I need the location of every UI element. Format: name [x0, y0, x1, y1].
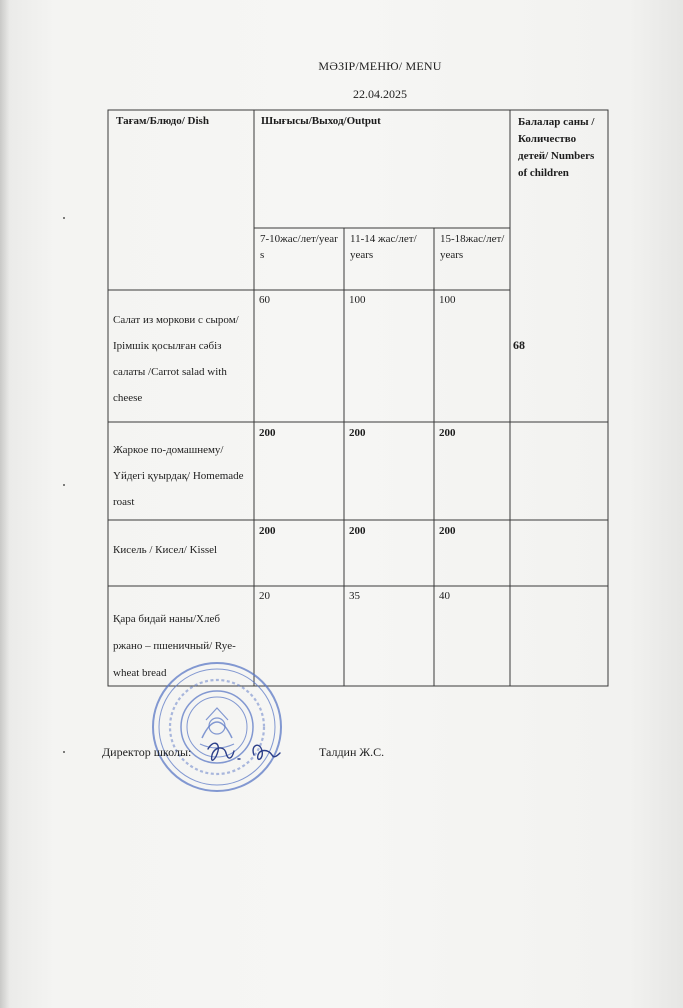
children-count: 68: [513, 338, 525, 352]
director-signature: [198, 735, 288, 775]
table-row-2-value-15-18: 200: [439, 427, 456, 439]
header-dish: Тағам/Блюдо/ Dish: [116, 115, 209, 127]
table-row-3-value-11-14: 200: [349, 525, 366, 537]
table-row-1-value-15-18: 100: [439, 294, 456, 306]
age-group-7-10: 7-10жас/лет/years: [260, 233, 338, 261]
table-row-1-value-11-14: 100: [349, 294, 366, 306]
table-row-1-dish: Салат из моркови с сыром/ Ірімшік қосылған сәбіз салаты /Carrot salad with cheese: [113, 314, 239, 404]
page-speck: [63, 484, 65, 486]
table-row-2-value-7-10: 200: [259, 427, 276, 439]
table-row-4-value-11-14: 35: [349, 590, 360, 602]
table-row-3-value-15-18: 200: [439, 525, 456, 537]
document-title: МӘЗІР/МЕНЮ/ MENU: [318, 59, 442, 73]
table-row-2-dish: Жаркое по-домашнему/ Үйдегі қуырдақ/ Homemade roast: [113, 444, 244, 508]
age-group-11-14: 11-14 жас/лет/ years: [350, 233, 417, 261]
table-row-3-dish: Кисель / Кисел/ Kissel: [113, 544, 218, 556]
header-output: Шығысы/Выход/Output: [261, 115, 381, 127]
director-label: Директор школы:: [102, 745, 192, 759]
document-date: 22.04.2025: [353, 87, 407, 101]
age-group-15-18: 15-18жас/лет/ years: [440, 233, 505, 261]
table-row-4-value-7-10: 20: [259, 590, 270, 602]
table-row-1-value-7-10: 60: [259, 294, 270, 306]
page-speck: [63, 217, 65, 219]
table-row-4-value-15-18: 40: [439, 590, 450, 602]
table-row-3-value-7-10: 200: [259, 525, 276, 537]
page-speck: [63, 751, 65, 753]
header-children: Балалар саны /Количество детей/ Numbers of children: [518, 116, 595, 180]
director-name: Талдин Ж.С.: [319, 745, 385, 759]
table-row-2-value-11-14: 200: [349, 427, 366, 439]
table-row-4-dish: Қара бидай наны/Хлеб ржано – пшеничный/ Rye-wheat bread: [113, 613, 236, 679]
